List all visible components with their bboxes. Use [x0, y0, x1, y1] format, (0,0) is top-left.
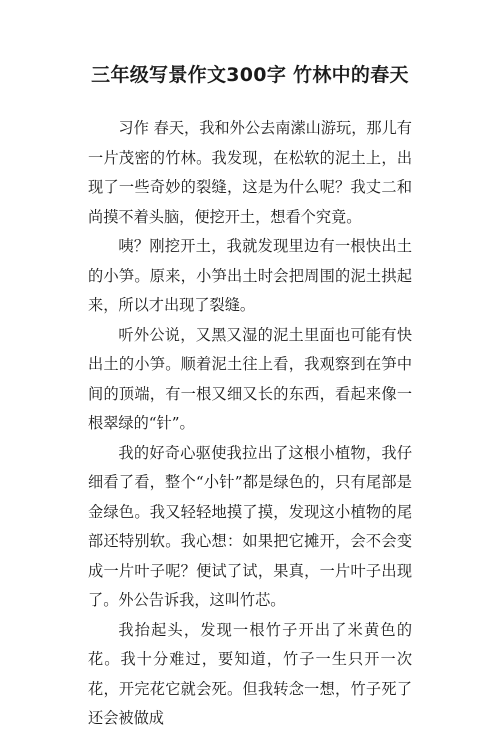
paragraph-2: 咦？刚挖开土，我就发现里边有一根快出土的小笋。原来，小笋出土时会把周围的泥土拱起来，所以才出现了裂缝。 — [88, 237, 412, 314]
paragraph-3: 听外公说，又黑又湿的泥土里面也可能有快出土的小笋。顺着泥土往上看，我观察到在笋中间的顶端，有一根又细又长的东西，看起来像一根翠绿的“针”。 — [88, 325, 412, 432]
paragraph-1: 习作 春天，我和外公去南潆山游玩，那儿有一片茂密的竹林。我发现，在松软的泥土上，出现了一些奇妙的裂缝，这是为什么呢？我丈二和尚摸不着头脑，便挖开土，想看个究竟。 — [88, 119, 412, 226]
paragraph-4: 我的好奇心驱使我拉出了这根小植物，我仔细看了看，整个“小针”都是绿色的，只有尾部是金绿色。我又轻轻地摸了摸，发现这小植物的尾部还特别软。我心想：如果把它摊开，会不会变成一片叶子呢？便试了试，果真，一片叶子出现了。外公告诉我，这叫竹芯。 — [88, 443, 412, 609]
document-title: 三年级写景作文300字 竹林中的春天 — [91, 64, 409, 86]
paragraph-5: 我抬起头，发现一根竹子开出了米黄色的花。我十分难过，要知道，竹子一生只开一次花，开完花它就会死。但我转念一想，竹子死了还会被做成 — [88, 620, 412, 727]
document-body — [88, 114, 412, 734]
